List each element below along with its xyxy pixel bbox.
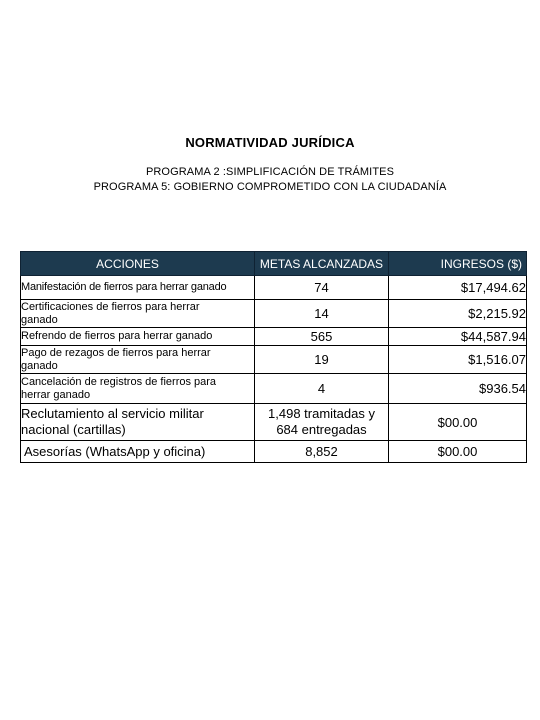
ingresos-cell: $2,215.92	[389, 300, 527, 328]
table-header-row	[21, 252, 527, 276]
accion-cell: Reclutamiento al servicio militar nacional (cartillas)	[21, 404, 255, 441]
ingresos-cell: $00.00	[389, 404, 527, 441]
header-ingresos: INGRESOS ($)	[389, 252, 527, 276]
ingresos-cell: $17,494.62	[389, 276, 527, 300]
ingresos-cell: $00.00	[389, 441, 527, 463]
header-acciones: ACCIONES	[21, 252, 255, 276]
metas-cell: 74	[255, 276, 389, 300]
programa-2-heading: PROGRAMA 2 :SIMPLIFICACIÓN DE TRÁMITES	[145, 166, 395, 178]
table-row	[21, 441, 527, 463]
ingresos-cell: $44,587.94	[389, 328, 527, 346]
document-title: NORMATIVIDAD JURÍDICA	[185, 135, 355, 150]
ingresos-cell: $936.54	[389, 374, 527, 404]
table-row	[21, 328, 527, 346]
ingresos-cell: $1,516.07	[389, 346, 527, 374]
accion-cell: Refrendo de fierros para herrar ganado	[21, 328, 255, 346]
accion-cell: Cancelación de registros de fierros para herrar ganado	[21, 374, 255, 404]
metas-cell: 565	[255, 328, 389, 346]
metas-cell: 1,498 tramitadas y 684 entregadas	[255, 404, 389, 441]
table-row	[21, 404, 527, 441]
table-row	[21, 346, 527, 374]
accion-cell: Pago de rezagos de fierros para herrar ganado	[21, 346, 255, 374]
metas-cell: 19	[255, 346, 389, 374]
table-row	[21, 276, 527, 300]
table-row	[21, 374, 527, 404]
metas-cell: 8,852	[255, 441, 389, 463]
accion-cell: Manifestación de fierros para herrar ganado	[21, 276, 255, 300]
metas-cell: 4	[255, 374, 389, 404]
programa-5-heading: PROGRAMA 5: GOBIERNO COMPROMETIDO CON LA CIUDADANÍA	[93, 181, 447, 193]
accion-cell: Certificaciones de fierros para herrar ganado	[21, 300, 255, 328]
header-metas-alcanzadas: METAS ALCANZADAS	[255, 252, 389, 276]
accion-cell: Asesorías (WhatsApp y oficina)	[21, 441, 255, 463]
table-row	[21, 300, 527, 328]
metas-cell: 14	[255, 300, 389, 328]
acciones-table	[20, 251, 527, 463]
